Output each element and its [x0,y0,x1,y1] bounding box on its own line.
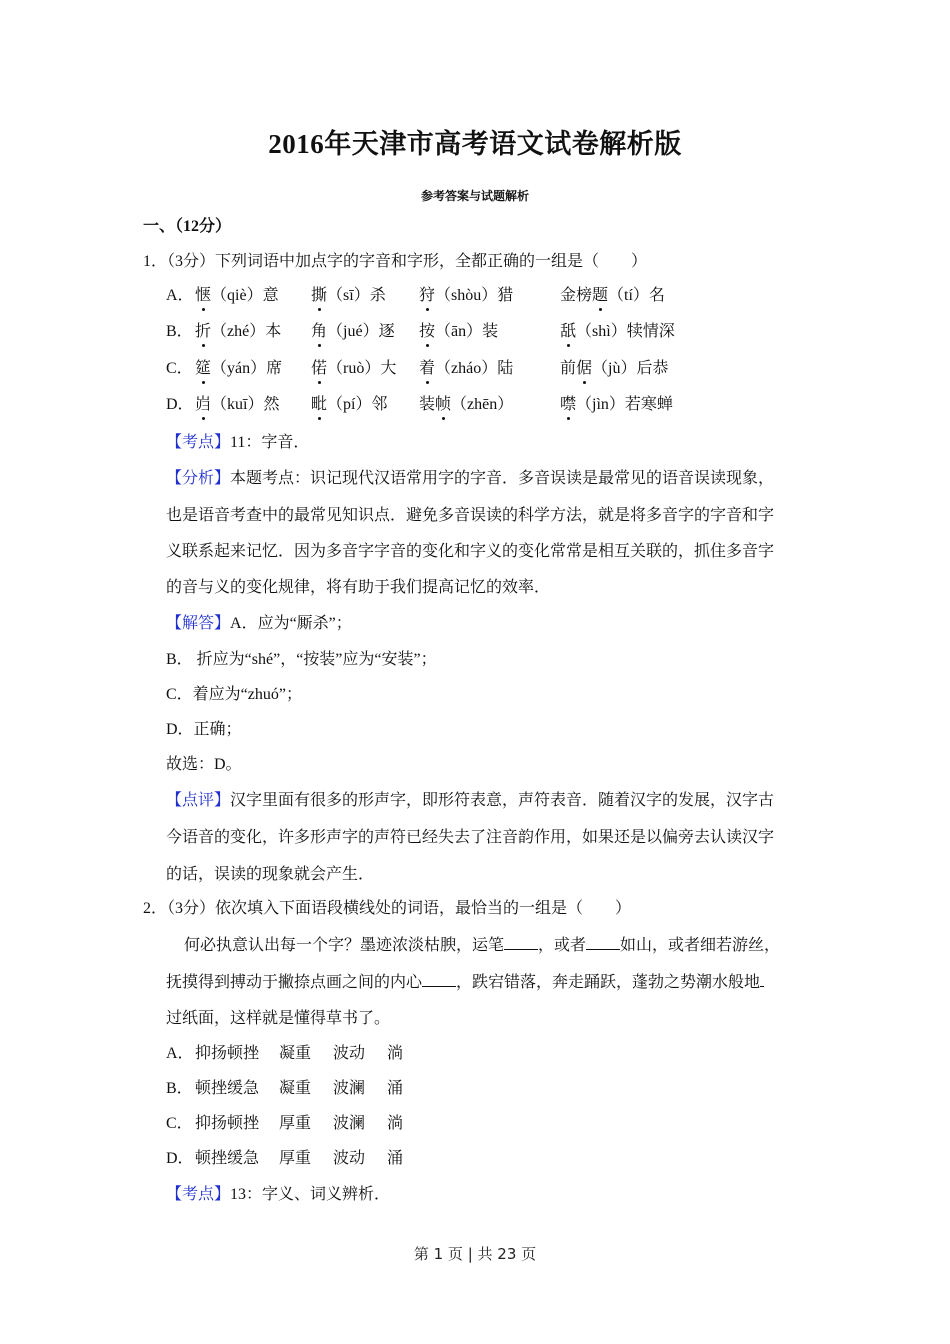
q1-jieda-line-2: B． 折应为“shé”，“按装”应为“安装”； [166,651,437,668]
word-prefix: 金榜 [560,287,593,304]
fenxi-text: 本题考点：识记现代汉语常用字的字音．多音误读是最常见的语音误读现象， [230,470,775,487]
q2-option-label: D． [166,1150,194,1167]
fill-blank-1 [504,935,538,950]
kaodian-text: 13：字义、词义辨析． [230,1186,391,1203]
q2-option-word: 抑扬顿挫 [195,1045,260,1062]
emphasized-char: 撕 [311,287,328,304]
q1-option-word [311,286,386,306]
q1-option-word [560,395,673,415]
q2-option-word: 淌 [387,1115,404,1132]
q1-kaodian [166,433,309,453]
q1-dianping-line-2: 今语音的变化，许多形声字的声符已经失去了注音韵作用，如果还是以偏旁去认读汉字 [166,829,775,846]
q1-option-label: D． [166,396,194,413]
q1-option-word [560,359,668,379]
document-subtitle: 参考答案与试题解析 [420,189,529,203]
q2-kaodian [166,1185,390,1205]
q2-option-word: 厚重 [279,1115,312,1132]
q1-dianping-line-1 [166,791,774,811]
q1-option-word [311,359,396,379]
q1-option-label: B． [166,323,193,340]
document-title: 2016年天津市高考语文试卷解析版 [268,129,682,159]
q1-option-label: A． [166,287,194,304]
q1-jieda-line-3: C．着应为“zhuó”； [166,686,302,703]
q2-passage-line-3: 过纸面，这样就是懂得草书了。 [166,1010,391,1027]
emphasized-char: 偌 [311,360,328,377]
word-pinyin: （zháo）陆 [435,360,514,377]
emphasized-char: 题 [592,287,609,304]
q1-option-word [419,286,513,306]
emphasized-char: 狩 [419,287,436,304]
q1-option-word [195,322,281,342]
q2-option-word: 淌 [387,1045,404,1062]
emphasized-char: 着 [419,360,436,377]
word-pinyin: （jìn）若寒蝉 [576,396,673,413]
q2-option-label: C． [166,1115,193,1132]
emphasized-char: 惬 [195,287,212,304]
q1-option-word [311,322,395,342]
word-pinyin: （sī）杀 [327,287,386,304]
q1-option-word [311,395,387,415]
fill-blank-4 [760,972,764,987]
emphasized-char: 倨 [576,360,593,377]
emphasized-char: 岿 [195,396,212,413]
q1-option-word [419,395,513,415]
word-prefix: 装 [419,396,436,413]
q2-option-word: 顿挫缓急 [195,1080,260,1097]
fenxi-tag: 【分析】 [166,470,231,487]
passage-text: 何必执意认出每一个字？墨迹浓淡枯腴，运笔 [184,937,505,954]
word-pinyin: （zhēn） [451,396,514,413]
emphasized-char: 按 [419,323,436,340]
q1-option-label: C． [166,360,193,377]
q1-option-word [560,286,665,306]
emphasized-char: 折 [195,323,212,340]
q1-stem: 1．（3分）下列词语中加点字的字音和字形，全都正确的一组是（ ） [143,253,648,270]
q2-option-word: 顿挫缓急 [195,1150,260,1167]
q1-jieda-line-5: 故选：D。 [166,756,242,773]
q1-fenxi-line-3: 义联系起来记忆．因为多音字字音的变化和字义的变化常常是相互关联的，抓住多音字 [166,543,775,560]
q1-option-word [419,359,513,379]
dianping-text: 汉字里面有很多的形声字，即形符表意，声符表音．随着汉字的发展，汉字古 [230,792,775,809]
word-pinyin: （kuī）然 [211,396,280,413]
kaodian-text: 11：字音． [230,434,310,451]
word-pinyin: （ān）装 [435,323,499,340]
q2-option-word: 涌 [387,1150,404,1167]
emphasized-char: 筵 [195,360,212,377]
q1-fenxi-line-1 [166,469,774,489]
q1-dianping-line-3: 的话，误读的现象就会产生． [166,866,375,883]
word-pinyin: （zhé）本 [211,323,282,340]
q2-option-word: 抑扬顿挫 [195,1115,260,1132]
q2-option-label: A． [166,1045,194,1062]
q1-option-word [195,286,279,306]
q2-option-word: 厚重 [279,1150,312,1167]
q2-passage-line-1 [184,935,780,956]
passage-text: ，跌宕错落，奔走踊跃，蓬勃之势潮水般地 [456,974,761,991]
dianping-tag: 【点评】 [166,792,231,809]
q2-option-word: 波动 [333,1150,366,1167]
q1-option-word [195,359,282,379]
q2-stem: 2．（3分）依次填入下面语段横线处的词语，最恰当的一组是（ ） [143,900,632,917]
word-pinyin: （jù）后恭 [592,360,669,377]
word-pinyin: （shì）犊情深 [576,323,675,340]
emphasized-char: 噤 [560,396,577,413]
emphasized-char: 舐 [560,323,577,340]
kaodian-tag: 【考点】 [166,1186,231,1203]
q1-option-word [560,322,675,342]
q1-jieda-line-1 [166,614,352,634]
q1-jieda-line-4: D．正确； [166,721,242,738]
word-prefix: 前 [560,360,577,377]
word-pinyin: （tí）名 [608,287,665,304]
q2-option-word: 波动 [333,1045,366,1062]
q2-option-word: 波澜 [333,1115,366,1132]
q1-fenxi-line-4: 的音与义的变化规律，将有助于我们提高记忆的效率． [166,579,551,596]
passage-text: 抚摸得到搏动于撇捺点画之间的内心 [166,974,423,991]
emphasized-char: 角 [311,323,328,340]
fill-blank-3 [422,972,456,987]
section-heading: 一、（12分） [143,218,232,235]
word-pinyin: （pí）邻 [327,396,388,413]
kaodian-tag: 【考点】 [166,434,231,451]
word-pinyin: （qiè）意 [211,287,279,304]
passage-text: 如山，或者细若游丝， [620,937,781,954]
passage-text: ，或者 [538,937,587,954]
fill-blank-2 [586,935,620,950]
q1-option-word [419,322,498,342]
word-pinyin: （jué）逐 [327,323,395,340]
jieda-tag: 【解答】 [166,615,231,632]
q2-option-word: 凝重 [279,1080,312,1097]
emphasized-char: 帧 [435,396,452,413]
word-pinyin: （yán）席 [211,360,283,377]
q1-fenxi-line-2: 也是语音考查中的最常见知识点．避免多音误读的科学方法，就是将多音字的字音和字 [166,507,775,524]
q2-option-label: B． [166,1080,193,1097]
q2-option-word: 凝重 [279,1045,312,1062]
q2-passage-line-2 [166,972,764,993]
emphasized-char: 毗 [311,396,328,413]
word-pinyin: （ruò）大 [327,360,397,377]
word-pinyin: （shòu）猎 [435,287,514,304]
q2-option-word: 波澜 [333,1080,366,1097]
jieda-text: A．应为“厮杀”； [230,615,352,632]
q1-option-word [195,395,279,415]
page-footer: 第 1 页 | 共 23 页 [413,1245,537,1263]
q2-option-word: 涌 [387,1080,404,1097]
